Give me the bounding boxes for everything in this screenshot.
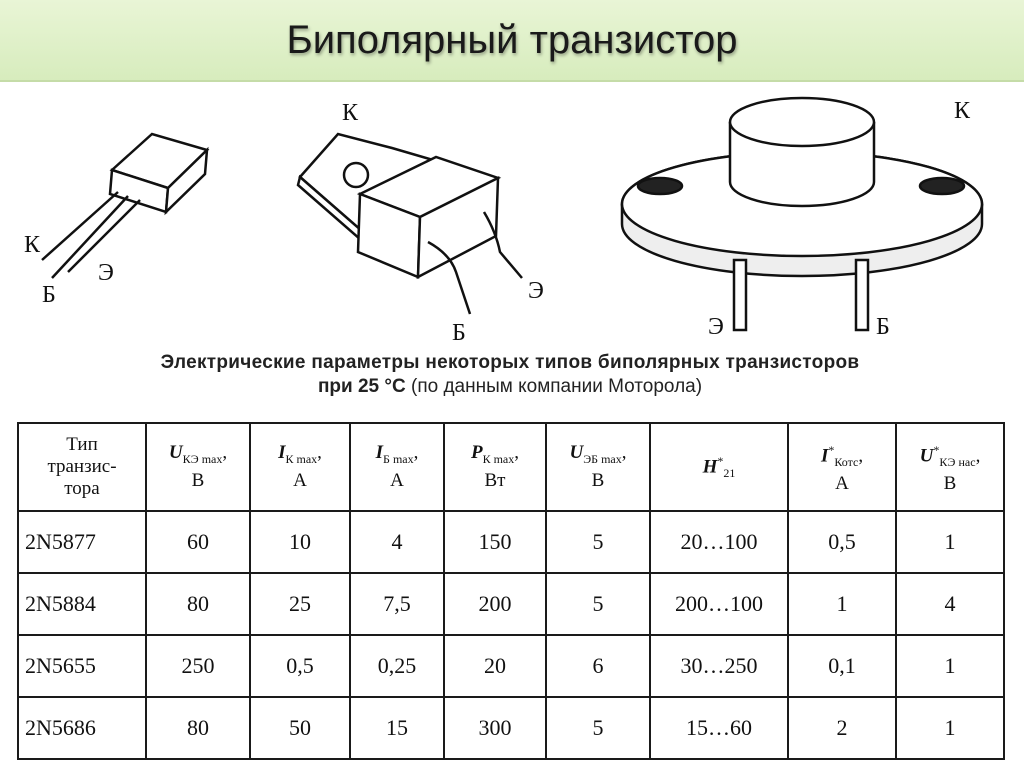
label-collector-medium: К — [342, 100, 359, 126]
header-unit: А — [293, 469, 307, 491]
page-title: Биполярный транзистор — [286, 17, 738, 62]
header-comma: , — [621, 442, 627, 464]
header-unit: А — [390, 469, 404, 491]
table-cell: 80 — [146, 573, 250, 635]
table-cell: 2N5686 — [18, 697, 146, 759]
large-transistor-drawing — [622, 98, 982, 330]
header-type-line2: транзис- — [47, 456, 117, 477]
header-subscript: 21 — [723, 466, 736, 481]
table-caption — [30, 352, 990, 398]
table-row — [18, 573, 1004, 635]
header-type — [18, 423, 146, 511]
header-u-ke-nas — [896, 423, 1004, 511]
header-symbol: U — [168, 442, 183, 464]
header-type-line1: Тип — [66, 434, 98, 455]
caption-temperature: при 25 °С — [317, 376, 406, 397]
label-emitter-medium: Э — [528, 278, 544, 304]
header-i-b-max — [350, 423, 444, 511]
header-type-line3: тора — [64, 478, 100, 499]
header-symbol: P — [470, 442, 483, 464]
table-cell: 150 — [444, 511, 546, 573]
table-cell: 10 — [250, 511, 350, 573]
caption-source: (по данным компании Моторола) — [405, 376, 703, 397]
header-i-k-max — [250, 423, 350, 511]
table-cell: 6 — [546, 635, 650, 697]
table-cell: 15…60 — [650, 697, 788, 759]
header-subscript: К max — [482, 451, 515, 466]
title-bar — [0, 0, 1024, 82]
table-cell: 5 — [546, 573, 650, 635]
table-cell: 80 — [146, 697, 250, 759]
label-base-medium: Б — [452, 320, 466, 346]
label-emitter-small: Э — [98, 260, 114, 286]
header-symbol: U — [569, 442, 584, 464]
table-cell: 300 — [444, 697, 546, 759]
header-subscript: ЭБ max — [583, 451, 622, 466]
transistor-drawings — [0, 82, 1024, 352]
header-subscript: Котс — [834, 455, 859, 470]
table-cell: 20…100 — [650, 511, 788, 573]
header-comma: , — [858, 445, 864, 467]
header-symbol: I — [278, 442, 286, 464]
medium-transistor-drawing — [298, 134, 522, 314]
table-row — [18, 511, 1004, 573]
header-superscript: * — [828, 442, 835, 457]
header-subscript: К max — [285, 451, 318, 466]
table-cell: 1 — [896, 635, 1004, 697]
header-superscript: * — [933, 442, 940, 457]
table-cell: 1 — [896, 511, 1004, 573]
label-collector-large: К — [954, 98, 971, 124]
transistor-figures — [0, 82, 1024, 352]
table-cell: 250 — [146, 635, 250, 697]
header-subscript: КЭ нас — [939, 455, 976, 470]
header-u-eb-max — [546, 423, 650, 511]
table-cell: 7,5 — [350, 573, 444, 635]
table-cell: 200 — [444, 573, 546, 635]
table-cell: 4 — [896, 573, 1004, 635]
header-symbol: U — [919, 445, 934, 467]
header-unit: В — [591, 469, 605, 491]
table-cell: 15 — [350, 697, 444, 759]
table-row — [18, 635, 1004, 697]
header-unit: В — [943, 473, 957, 495]
table-cell: 0,5 — [788, 511, 896, 573]
table-cell: 30…250 — [650, 635, 788, 697]
label-base-large: Б — [876, 314, 890, 340]
table-cell: 1 — [896, 697, 1004, 759]
header-superscript: * — [717, 453, 724, 468]
header-comma: , — [222, 442, 228, 464]
table-cell: 0,25 — [350, 635, 444, 697]
header-subscript: Б max — [383, 451, 414, 466]
table-cell: 2N5884 — [18, 573, 146, 635]
parameters-table — [17, 422, 1005, 760]
table-cell: 60 — [146, 511, 250, 573]
header-symbol: I — [820, 445, 829, 467]
table-cell: 0,5 — [250, 635, 350, 697]
table-cell: 2N5877 — [18, 511, 146, 573]
table-cell: 200…100 — [650, 573, 788, 635]
small-transistor-drawing — [42, 134, 207, 278]
caption-line2 — [30, 376, 990, 398]
table-cell: 20 — [444, 635, 546, 697]
header-u-ke-max — [146, 423, 250, 511]
table-cell: 25 — [250, 573, 350, 635]
header-h21 — [650, 423, 788, 511]
caption-line1: Электрические параметры некоторых типов биполярных транзисторов — [160, 352, 860, 373]
table-row — [18, 697, 1004, 759]
header-symbol: I — [375, 442, 384, 464]
label-base-small: Б — [42, 282, 56, 308]
header-symbol: H — [702, 456, 718, 478]
table-cell: 5 — [546, 697, 650, 759]
table-cell: 2N5655 — [18, 635, 146, 697]
label-emitter-large: Э — [708, 314, 724, 340]
header-row — [18, 423, 1004, 511]
header-i-kots — [788, 423, 896, 511]
table-cell: 1 — [788, 573, 896, 635]
table-cell: 0,1 — [788, 635, 896, 697]
table-cell: 5 — [546, 511, 650, 573]
header-comma: , — [514, 442, 520, 464]
header-subscript: КЭ max — [182, 451, 223, 466]
table-cell: 50 — [250, 697, 350, 759]
header-comma: , — [975, 445, 981, 467]
header-unit: А — [835, 473, 849, 495]
header-comma: , — [413, 442, 419, 464]
table-cell: 4 — [350, 511, 444, 573]
header-unit: Вт — [484, 469, 506, 491]
header-comma: , — [317, 442, 322, 464]
header-unit: В — [191, 469, 205, 491]
table-cell: 2 — [788, 697, 896, 759]
header-p-k-max — [444, 423, 546, 511]
label-collector-small: К — [24, 232, 41, 258]
